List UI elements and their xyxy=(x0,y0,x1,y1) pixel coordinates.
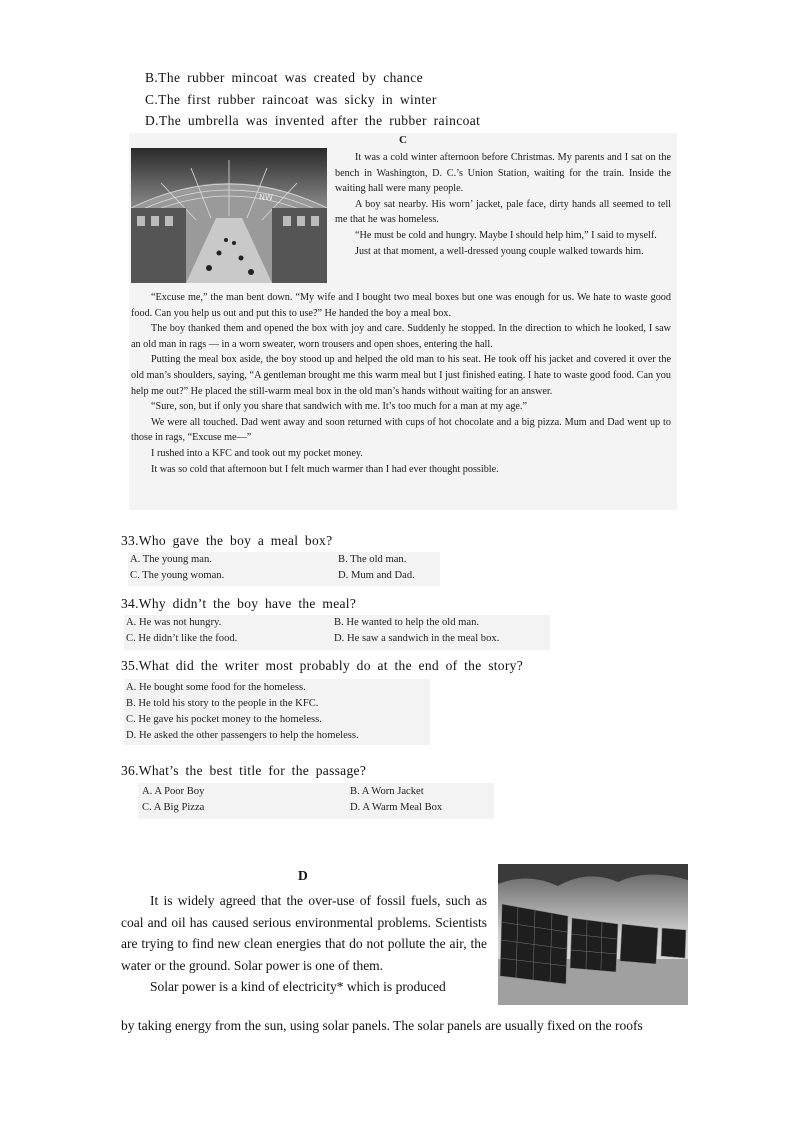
passage-c-full-text xyxy=(131,290,671,477)
passage-c-right-text xyxy=(335,150,671,259)
paragraph: We were all touched. Dad went away and soon returned with cups of hot chocolate and a big pizza. Mum and Dad went up to those in rags, “Excuse me—” xyxy=(131,416,671,444)
option-b: B. He told his story to the people in the KFC. xyxy=(126,698,319,709)
option-b: B. The old man. xyxy=(338,554,407,565)
paragraph: It was a cold winter afternoon before Christmas. My parents and I sat on the bench in Washington, D. C.’s Union Station, waiting for the train. Inside the waiting hall were many people. xyxy=(335,152,671,195)
train-station-hall-photo xyxy=(131,148,327,283)
option-d: D. He saw a sandwich in the meal box. xyxy=(334,633,500,644)
option-b: B. He wanted to help the old man. xyxy=(334,617,480,628)
paragraph: Putting the meal box aside, the boy stood up and helped the old man to his seat. He took off his jacket and covered it over the old man’s shoulders, saying, “A gentleman brought me this warm meal but I just finished eating. I hate to waste good food. Can you help me out?” He placed the still-warm meal box in the old man’s hands without waiting for an answer. xyxy=(131,354,671,397)
question-34: 34.Why didn’t the boy have the meal? xyxy=(121,596,357,611)
option-b: B. A Worn Jacket xyxy=(350,786,424,797)
paragraph: I rushed into a KFC and took out my pocket money. xyxy=(151,447,363,459)
paragraph: Just at that moment, a well-dressed young couple walked towards him. xyxy=(355,245,644,257)
paragraph: “He must be cold and hungry. Maybe I should help him,” I said to myself. xyxy=(355,229,657,241)
option-a: A. The young man. xyxy=(130,554,212,565)
question-35-options xyxy=(124,679,430,745)
option-c: C. He gave his pocket money to the homeless. xyxy=(126,714,322,725)
option-a: A. He bought some food for the homeless. xyxy=(126,682,306,693)
prev-option-b: B.The rubber mincoat was created by chance xyxy=(145,70,424,85)
option-a: A. A Poor Boy xyxy=(142,786,205,797)
paragraph: “Excuse me,” the man bent down. “My wife and I bought two meal boxes but one was enough for us. We hate to waste good food. Can you help us out and put this to use?” He handed the boy a meal box. xyxy=(131,292,671,319)
passage-d-last-line: by taking energy from the sun, using solar panels. The solar panels are usually fixed on the roofs xyxy=(121,1018,643,1033)
question-36-options xyxy=(138,783,494,819)
option-d: D. Mum and Dad. xyxy=(338,570,415,581)
passage-d-text xyxy=(121,890,487,998)
svg-text:NW: NW xyxy=(259,193,273,202)
prev-option-c: C.The first rubber raincoat was sicky in winter xyxy=(145,92,437,107)
question-36: 36.What’s the best title for the passage? xyxy=(121,763,367,778)
paragraph: It was so cold that afternoon but I felt much warmer than I had ever thought possible. xyxy=(151,463,499,475)
paragraph: A boy sat nearby. His worn’ jacket, pale face, dirty hands all seemed to tell me that he was homeless. xyxy=(335,198,671,226)
paragraph: The boy thanked them and opened the box with joy and care. Suddenly he stopped. In the direction to which he looked, I saw an old man in rags — in a worn sweater, worn trousers and open shoes, entering the hall. xyxy=(131,323,671,350)
option-c: C. The young woman. xyxy=(130,570,225,581)
question-35: 35.What did the writer most probably do at the end of the story? xyxy=(121,658,523,673)
question-33-options xyxy=(128,552,440,586)
paragraph: It is widely agreed that the over-use of fossil fuels, such as coal and oil has caused serious environmental problems. Scientists are trying to find new clean energies that do not pollute the air, the water or the ground. Solar power is one of them. xyxy=(121,893,487,973)
paragraph: “Sure, son, but if only you share that sandwich with me. It’s too much for a man at my age.” xyxy=(151,401,528,413)
question-33: 33.Who gave the boy a meal box? xyxy=(121,533,333,548)
section-d-title: D xyxy=(298,868,308,883)
question-34-options xyxy=(124,615,550,650)
section-c-header: C xyxy=(399,134,407,146)
paragraph: Solar power is a kind of electricity* which is produced xyxy=(150,979,446,994)
option-d: D. He asked the other passengers to help the homeless. xyxy=(126,730,359,741)
option-a: A. He was not hungry. xyxy=(126,617,222,628)
passage-c xyxy=(129,133,677,510)
prev-option-d: D.The umbrella was invented after the rubber raincoat xyxy=(145,113,481,128)
option-c: C. A Big Pizza xyxy=(142,802,205,813)
option-d: D. A Warm Meal Box xyxy=(350,802,443,813)
solar-panels-photo xyxy=(498,864,688,1005)
option-c: C. He didn’t like the food. xyxy=(126,633,238,644)
